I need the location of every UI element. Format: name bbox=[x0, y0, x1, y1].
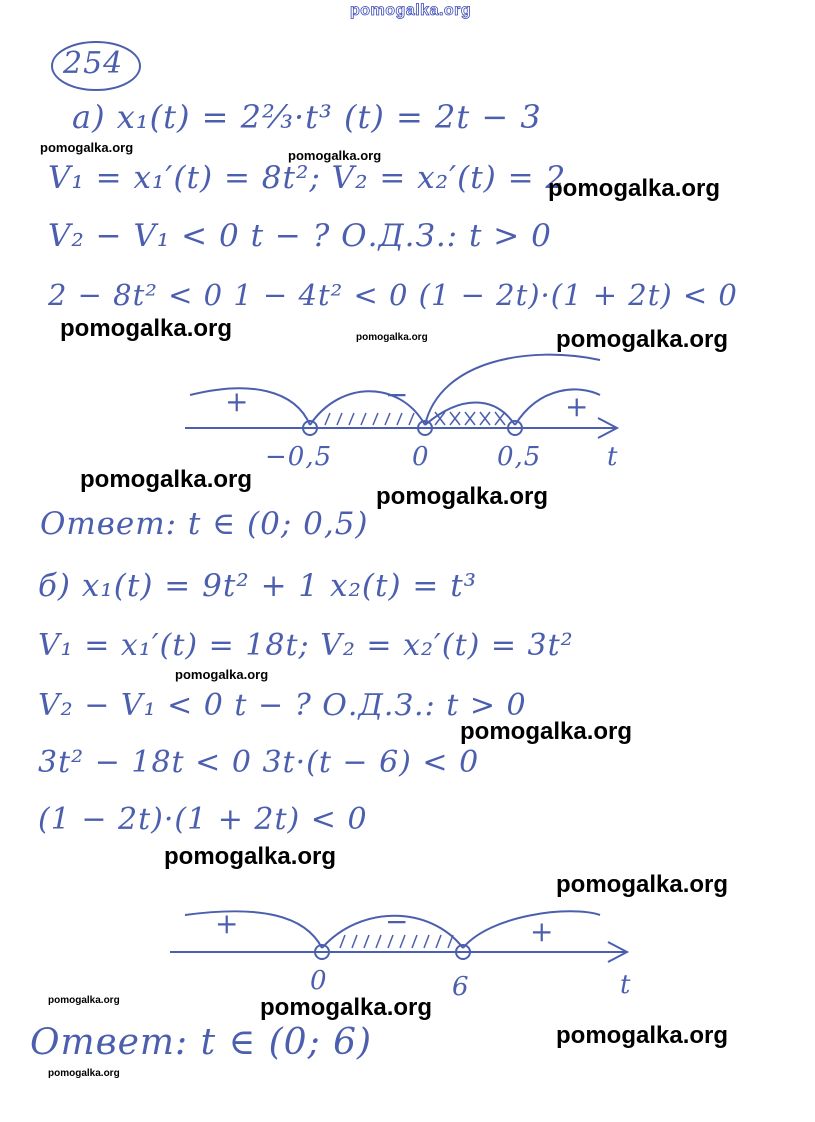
axis-b-label-2: 6 bbox=[452, 972, 470, 1002]
watermark: pomogalka.org bbox=[548, 175, 721, 202]
part-a-line4: 2 − 8t² < 0 1 − 4t² < 0 (1 − 2t)·(1 + 2t) < 0 bbox=[48, 278, 738, 312]
problem-number: 254 bbox=[63, 46, 124, 81]
watermark: pomogalka.org bbox=[48, 1068, 120, 1079]
watermark: pomogalka.org bbox=[40, 140, 134, 155]
axis-b-label-1: 0 bbox=[310, 966, 328, 996]
sign-plus-b-right: + bbox=[530, 915, 555, 948]
watermark: pomogalka.org bbox=[60, 315, 233, 342]
sign-minus-b: − bbox=[385, 905, 410, 938]
watermark: pomogalka.org bbox=[556, 326, 729, 353]
watermark: pomogalka.org bbox=[356, 332, 428, 343]
part-a-answer: Ответ: t ∈ (0; 0,5) bbox=[40, 506, 369, 542]
watermark: pomogalka.org bbox=[376, 483, 549, 510]
part-a-line1: а) x₁(t) = 2⅔·t³ (t) = 2t − 3 bbox=[72, 98, 542, 136]
sign-arc-b-left bbox=[185, 911, 322, 948]
sign-plus-b-left: + bbox=[215, 907, 240, 940]
part-b-line4: 3t² − 18t < 0 3t·(t − 6) < 0 bbox=[38, 745, 480, 780]
watermark: pomogalka.org bbox=[48, 995, 120, 1006]
watermark: pomogalka.org bbox=[556, 871, 729, 898]
part-b-answer: Ответ: t ∈ (0; 6) bbox=[30, 1022, 373, 1063]
axis-a-label-2: 0 bbox=[412, 442, 430, 472]
axis-a-label-1: −0,5 bbox=[265, 442, 333, 472]
watermark: pomogalka.org bbox=[460, 718, 633, 745]
part-b-line5: (1 − 2t)·(1 + 2t) < 0 bbox=[38, 802, 368, 837]
part-b-line1: б) x₁(t) = 9t² + 1 x₂(t) = t³ bbox=[38, 568, 478, 604]
part-a-line2: V₁ = x₁′(t) = 8t²; V₂ = x₂′(t) = 2 bbox=[48, 160, 567, 196]
watermark-header: pomogalka.org bbox=[350, 2, 472, 19]
sign-arc-a-left bbox=[190, 388, 310, 425]
sign-plus-a-left: + bbox=[225, 385, 250, 418]
part-b-line3: V₂ − V₁ < 0 t − ? О.Д.З.: t > 0 bbox=[38, 688, 527, 723]
watermark: pomogalka.org bbox=[164, 843, 337, 870]
axis-a-var: t bbox=[607, 442, 619, 472]
hatch-a-left bbox=[325, 413, 414, 425]
watermark: pomogalka.org bbox=[175, 667, 269, 682]
part-b-line2: V₁ = x₁′(t) = 18t; V₂ = x₂′(t) = 3t² bbox=[38, 628, 574, 663]
watermark: pomogalka.org bbox=[260, 994, 433, 1021]
axis-a-label-3: 0,5 bbox=[497, 442, 542, 472]
watermark: pomogalka.org bbox=[80, 466, 253, 493]
watermark: pomogalka.org bbox=[288, 148, 382, 163]
sign-minus-a: − bbox=[385, 378, 410, 411]
part-a-line3: V₂ − V₁ < 0 t − ? О.Д.З.: t > 0 bbox=[48, 218, 552, 254]
axis-b-var: t bbox=[620, 970, 632, 1000]
watermark: pomogalka.org bbox=[556, 1022, 729, 1049]
sign-plus-a-right: + bbox=[565, 390, 590, 423]
hatch-a-cross bbox=[435, 412, 505, 425]
